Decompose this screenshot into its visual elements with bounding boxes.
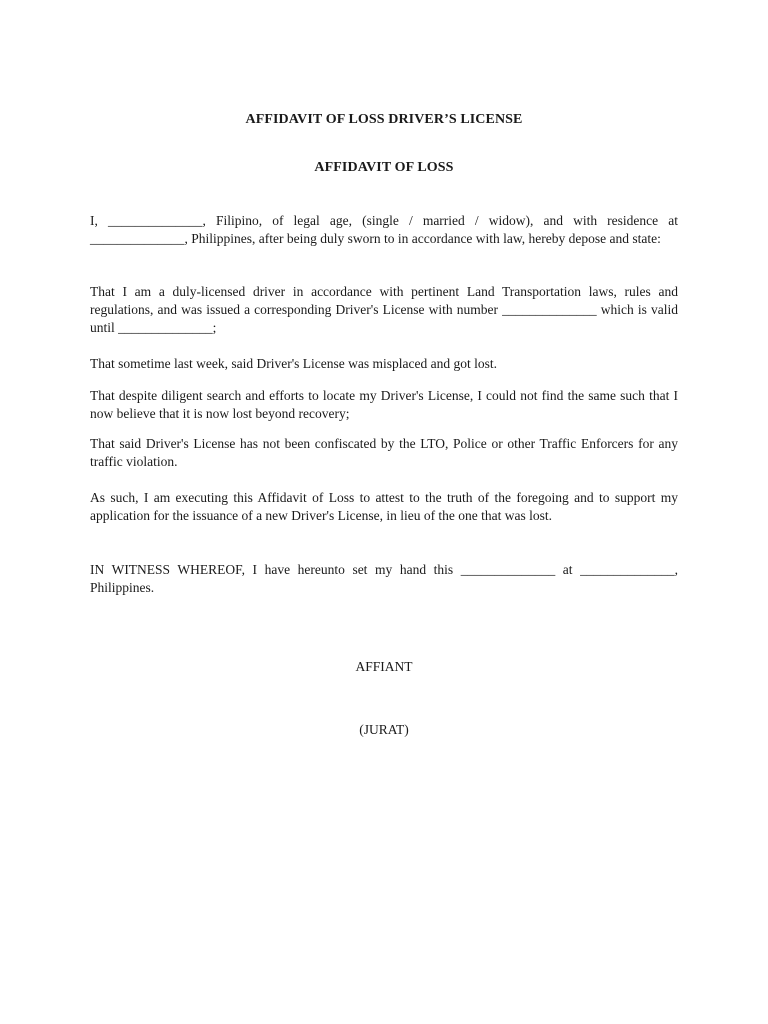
affiant-label: AFFIANT — [355, 659, 413, 674]
document-page — [90, 0, 678, 1024]
document-title: AFFIDAVIT OF LOSS DRIVER’S LICENSE — [245, 112, 523, 127]
paragraph-witness: IN WITNESS WHEREOF, I have hereunto set my hand this ______________ at ______________, Philippines. — [90, 562, 678, 595]
paragraph-purpose: As such, I am executing this Affidavit of Loss to attest to the truth of the foregoing and to support my application for the issuance of a new Driver's License, in lieu of the one that was lost. — [90, 490, 678, 523]
paragraph-not-confiscated: That said Driver's License has not been confiscated by the LTO, Police or other Traffic Enforcers for any traffic violation. — [90, 436, 678, 469]
paragraph-identity: I, ______________, Filipino, of legal age, (single / married / widow), and with residence at ______________, Philippines, after being duly sworn to in accordance with law, hereby depose and state: — [90, 213, 678, 246]
paragraph-license: That I am a duly-licensed driver in accordance with pertinent Land Transportation laws, rules and regulations, and was issued a corresponding Driver's License with number ______________ which is valid until ______________; — [90, 284, 678, 335]
paragraph-lost: That sometime last week, said Driver's License was misplaced and got lost. — [90, 356, 497, 371]
paragraph-search: That despite diligent search and efforts to locate my Driver's License, I could not find the same such that I now believe that it is now lost beyond recovery; — [90, 388, 678, 421]
jurat-label: (JURAT) — [359, 722, 409, 737]
document-subtitle: AFFIDAVIT OF LOSS — [314, 160, 454, 175]
